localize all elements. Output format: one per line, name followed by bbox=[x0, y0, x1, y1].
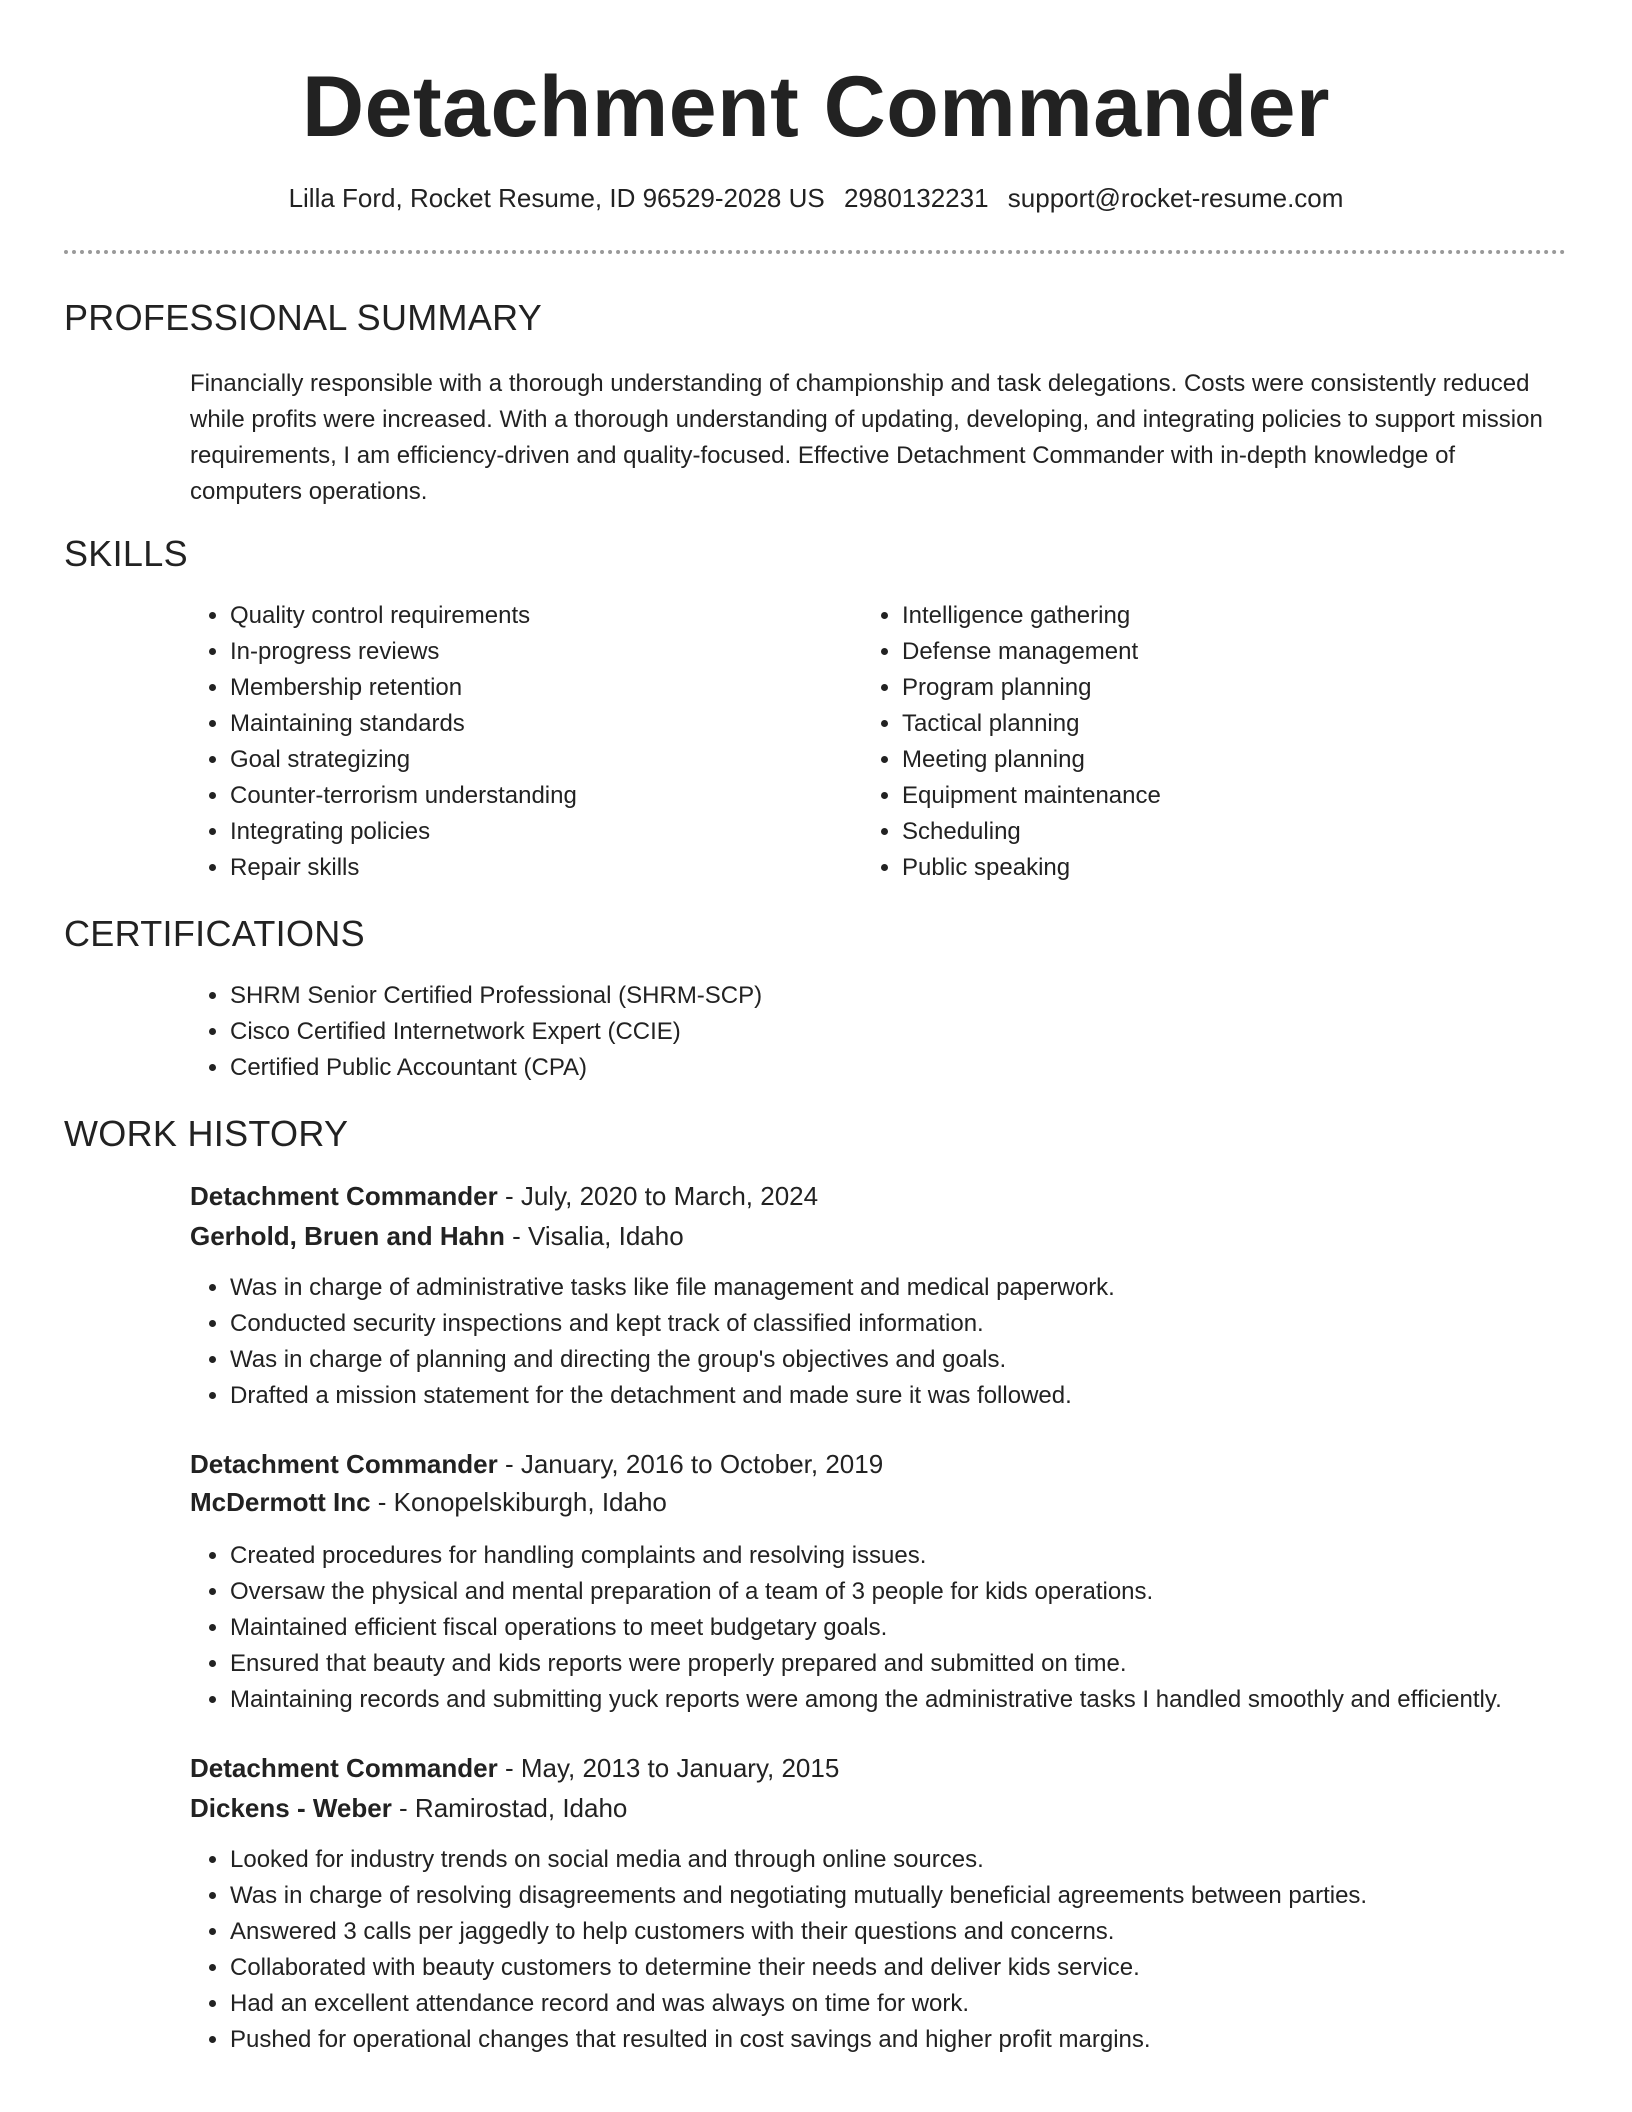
skills-list-right bbox=[858, 598, 1502, 886]
skill-item: • Tactical planning bbox=[902, 706, 1502, 742]
skill-item: • Quality control requirements bbox=[230, 598, 830, 634]
skill-item: • Membership retention bbox=[230, 670, 830, 706]
job-title: Detachment Commander bbox=[190, 1181, 498, 1211]
job-dates: - July, 2020 to March, 2024 bbox=[497, 1181, 819, 1211]
skill-item: • Program planning bbox=[902, 670, 1502, 706]
skill-item: • Goal strategizing bbox=[230, 742, 830, 778]
skills-heading: SKILLS bbox=[64, 533, 188, 574]
skill-item: • Public speaking bbox=[902, 850, 1502, 886]
job-bullet: • Maintained efficient fiscal operations to meet budgetary goals. bbox=[230, 1610, 1632, 1646]
job-location: - Visalia, Idaho bbox=[504, 1221, 684, 1251]
certifications-list bbox=[186, 978, 1530, 1086]
job-company-line bbox=[190, 1216, 684, 1256]
job-bullet: • Answered 3 calls per jaggedly to help customers with their questions and concerns. bbox=[230, 1914, 1630, 1950]
job-company: Gerhold, Bruen and Hahn bbox=[190, 1221, 505, 1251]
job-dates: - January, 2016 to October, 2019 bbox=[497, 1449, 884, 1479]
contact-line bbox=[0, 178, 1632, 218]
certifications-heading: CERTIFICATIONS bbox=[64, 913, 365, 954]
certification-item: • SHRM Senior Certified Professional (SHRM-SCP) bbox=[230, 978, 1530, 1014]
contact-address: Lilla Ford, Rocket Resume, ID 96529-2028 US bbox=[288, 183, 825, 213]
contact-email: support@rocket-resume.com bbox=[1007, 183, 1344, 213]
skill-item: • Intelligence gathering bbox=[902, 598, 1502, 634]
job-title-line bbox=[190, 1176, 818, 1216]
job-location: - Konopelskiburgh, Idaho bbox=[370, 1487, 667, 1517]
job-title: Detachment Commander bbox=[190, 1449, 498, 1479]
resume-title: Detachment Commander bbox=[302, 59, 1330, 155]
skill-item: • Integrating policies bbox=[230, 814, 830, 850]
job-bullet: • Looked for industry trends on social media and through online sources. bbox=[230, 1842, 1630, 1878]
summary-heading: PROFESSIONAL SUMMARY bbox=[64, 297, 543, 338]
job-bullet: • Was in charge of administrative tasks like file management and medical paperwork. bbox=[230, 1270, 1630, 1306]
contact-phone: 2980132231 bbox=[843, 183, 989, 213]
job-bullet: • Oversaw the physical and mental preparation of a team of 3 people for kids operations. bbox=[230, 1574, 1632, 1610]
job-bullets bbox=[186, 1842, 1630, 2058]
job-bullet: • Was in charge of resolving disagreements and negotiating mutually beneficial agreements between parties. bbox=[230, 1878, 1630, 1914]
header-divider bbox=[64, 250, 1566, 254]
job-bullet: • Drafted a mission statement for the detachment and made sure it was followed. bbox=[230, 1378, 1630, 1414]
skill-item: • Equipment maintenance bbox=[902, 778, 1502, 814]
job-title: Detachment Commander bbox=[190, 1753, 498, 1783]
job-bullets bbox=[186, 1538, 1632, 1718]
work-history-heading: WORK HISTORY bbox=[64, 1113, 349, 1154]
skill-item: • In-progress reviews bbox=[230, 634, 830, 670]
job-company-line bbox=[190, 1482, 667, 1522]
job-dates: - May, 2013 to January, 2015 bbox=[497, 1753, 840, 1783]
job-company: McDermott Inc bbox=[190, 1487, 371, 1517]
skill-item: • Counter-terrorism understanding bbox=[230, 778, 830, 814]
job-title-line bbox=[190, 1748, 839, 1788]
job-bullet: • Had an excellent attendance record and was always on time for work. bbox=[230, 1986, 1630, 2022]
job-bullets bbox=[186, 1270, 1630, 1414]
summary-text: Financially responsible with a thorough understanding of championship and task delegations. Costs were consistently reduced while profits were increased. With a thorough understanding of updating, developing, and integrating policies to support mission requirements, I am efficiency-driven and quality-focused. Effective Detachment Commander with in-depth knowledge of computers operations. bbox=[190, 370, 1543, 505]
skill-item: • Defense management bbox=[902, 634, 1502, 670]
job-bullet: • Conducted security inspections and kept track of classified information. bbox=[230, 1306, 1630, 1342]
job-bullet: • Collaborated with beauty customers to determine their needs and deliver kids service. bbox=[230, 1950, 1630, 1986]
job-bullet: • Was in charge of planning and directing the group's objectives and goals. bbox=[230, 1342, 1630, 1378]
skill-item: • Maintaining standards bbox=[230, 706, 830, 742]
skills-list-left bbox=[186, 598, 830, 886]
skill-item: • Repair skills bbox=[230, 850, 830, 886]
job-bullet: • Maintaining records and submitting yuck reports were among the administrative tasks I handled smoothly and efficiently. bbox=[230, 1682, 1632, 1718]
job-company-line bbox=[190, 1788, 627, 1828]
job-bullet: • Pushed for operational changes that resulted in cost savings and higher profit margins. bbox=[230, 2022, 1630, 2058]
skill-item: • Meeting planning bbox=[902, 742, 1502, 778]
job-company: Dickens - Weber bbox=[190, 1793, 392, 1823]
job-bullet: • Ensured that beauty and kids reports were properly prepared and submitted on time. bbox=[230, 1646, 1632, 1682]
job-bullet: • Created procedures for handling complaints and resolving issues. bbox=[230, 1538, 1632, 1574]
skill-item: • Scheduling bbox=[902, 814, 1502, 850]
job-title-line bbox=[190, 1444, 883, 1484]
certification-item: • Cisco Certified Internetwork Expert (CCIE) bbox=[230, 1014, 1530, 1050]
certification-item: • Certified Public Accountant (CPA) bbox=[230, 1050, 1530, 1086]
job-location: - Ramirostad, Idaho bbox=[391, 1793, 628, 1823]
